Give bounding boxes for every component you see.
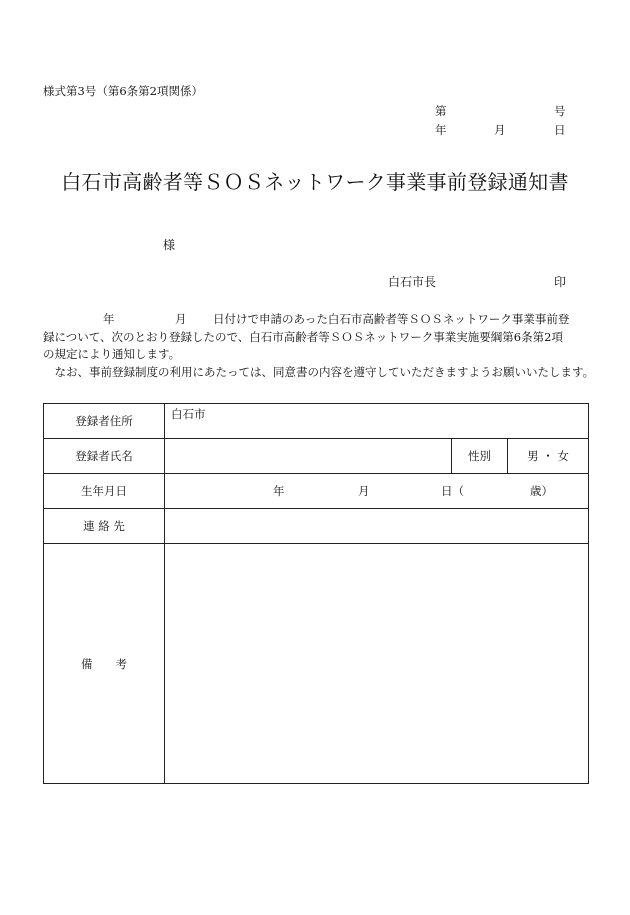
notice-line-2: 録について、次のとおり登録したので、白石市高齢者等ＳＯＳネットワーク事業実施要綱第6条第2項 — [43, 329, 563, 344]
contact-label: 連 絡 先 — [44, 509, 165, 544]
notice-date-month: 月 — [175, 312, 187, 326]
row-remarks — [44, 544, 589, 784]
remarks-label: 備 考 — [44, 544, 165, 784]
document-title: 白石市高齢者等ＳＯＳネットワーク事業事前登録通知書 — [61, 170, 569, 194]
birthdate-label: 生年月日 — [44, 474, 165, 509]
name-field[interactable] — [165, 439, 452, 474]
row-contact — [44, 509, 589, 544]
issue-day: 日 — [554, 123, 566, 137]
address-label: 登録者住所 — [44, 404, 165, 439]
birth-month-label: 月 — [358, 484, 370, 498]
birth-year-label: 年 — [273, 484, 285, 498]
issue-month: 月 — [494, 123, 506, 137]
row-name — [44, 439, 589, 474]
form-number: 様式第3号（第6条第2項関係） — [43, 84, 203, 98]
issue-number-prefix: 第 — [435, 104, 447, 118]
issue-number-suffix: 号 — [554, 104, 566, 118]
contact-field[interactable] — [165, 509, 589, 544]
gender-label: 性別 — [452, 439, 508, 474]
registration-table — [43, 403, 589, 784]
remarks-field[interactable] — [165, 544, 589, 784]
seal-mark: 印 — [554, 275, 567, 289]
gender-options[interactable]: 男 ・ 女 — [508, 439, 589, 474]
notice-paragraph-2: なお、事前登録制度の利用にあたっては、同意書の内容を遵守していただきますようお願いいたします。 — [54, 364, 595, 379]
addressee-suffix: 様 — [163, 238, 176, 252]
age-label: 歳） — [530, 484, 553, 498]
row-birthdate — [44, 474, 589, 509]
row-address — [44, 404, 589, 439]
notice-body — [43, 311, 595, 381]
issue-year: 年 — [435, 123, 447, 137]
sender-name: 白石市長 — [388, 275, 437, 289]
name-label: 登録者氏名 — [44, 439, 165, 474]
notice-line-1-text: 日付けで申請のあった白石市高齢者等ＳＯＳネットワーク事業事前登 — [213, 312, 570, 326]
notice-line-1 — [43, 311, 588, 329]
address-field[interactable]: 白石市 — [165, 404, 589, 439]
notice-line-3: の規定により通知します。 — [43, 347, 181, 362]
birth-day-label: 日（ — [441, 484, 464, 498]
notice-date-year: 年 — [103, 312, 115, 326]
birthdate-field[interactable] — [165, 474, 589, 509]
